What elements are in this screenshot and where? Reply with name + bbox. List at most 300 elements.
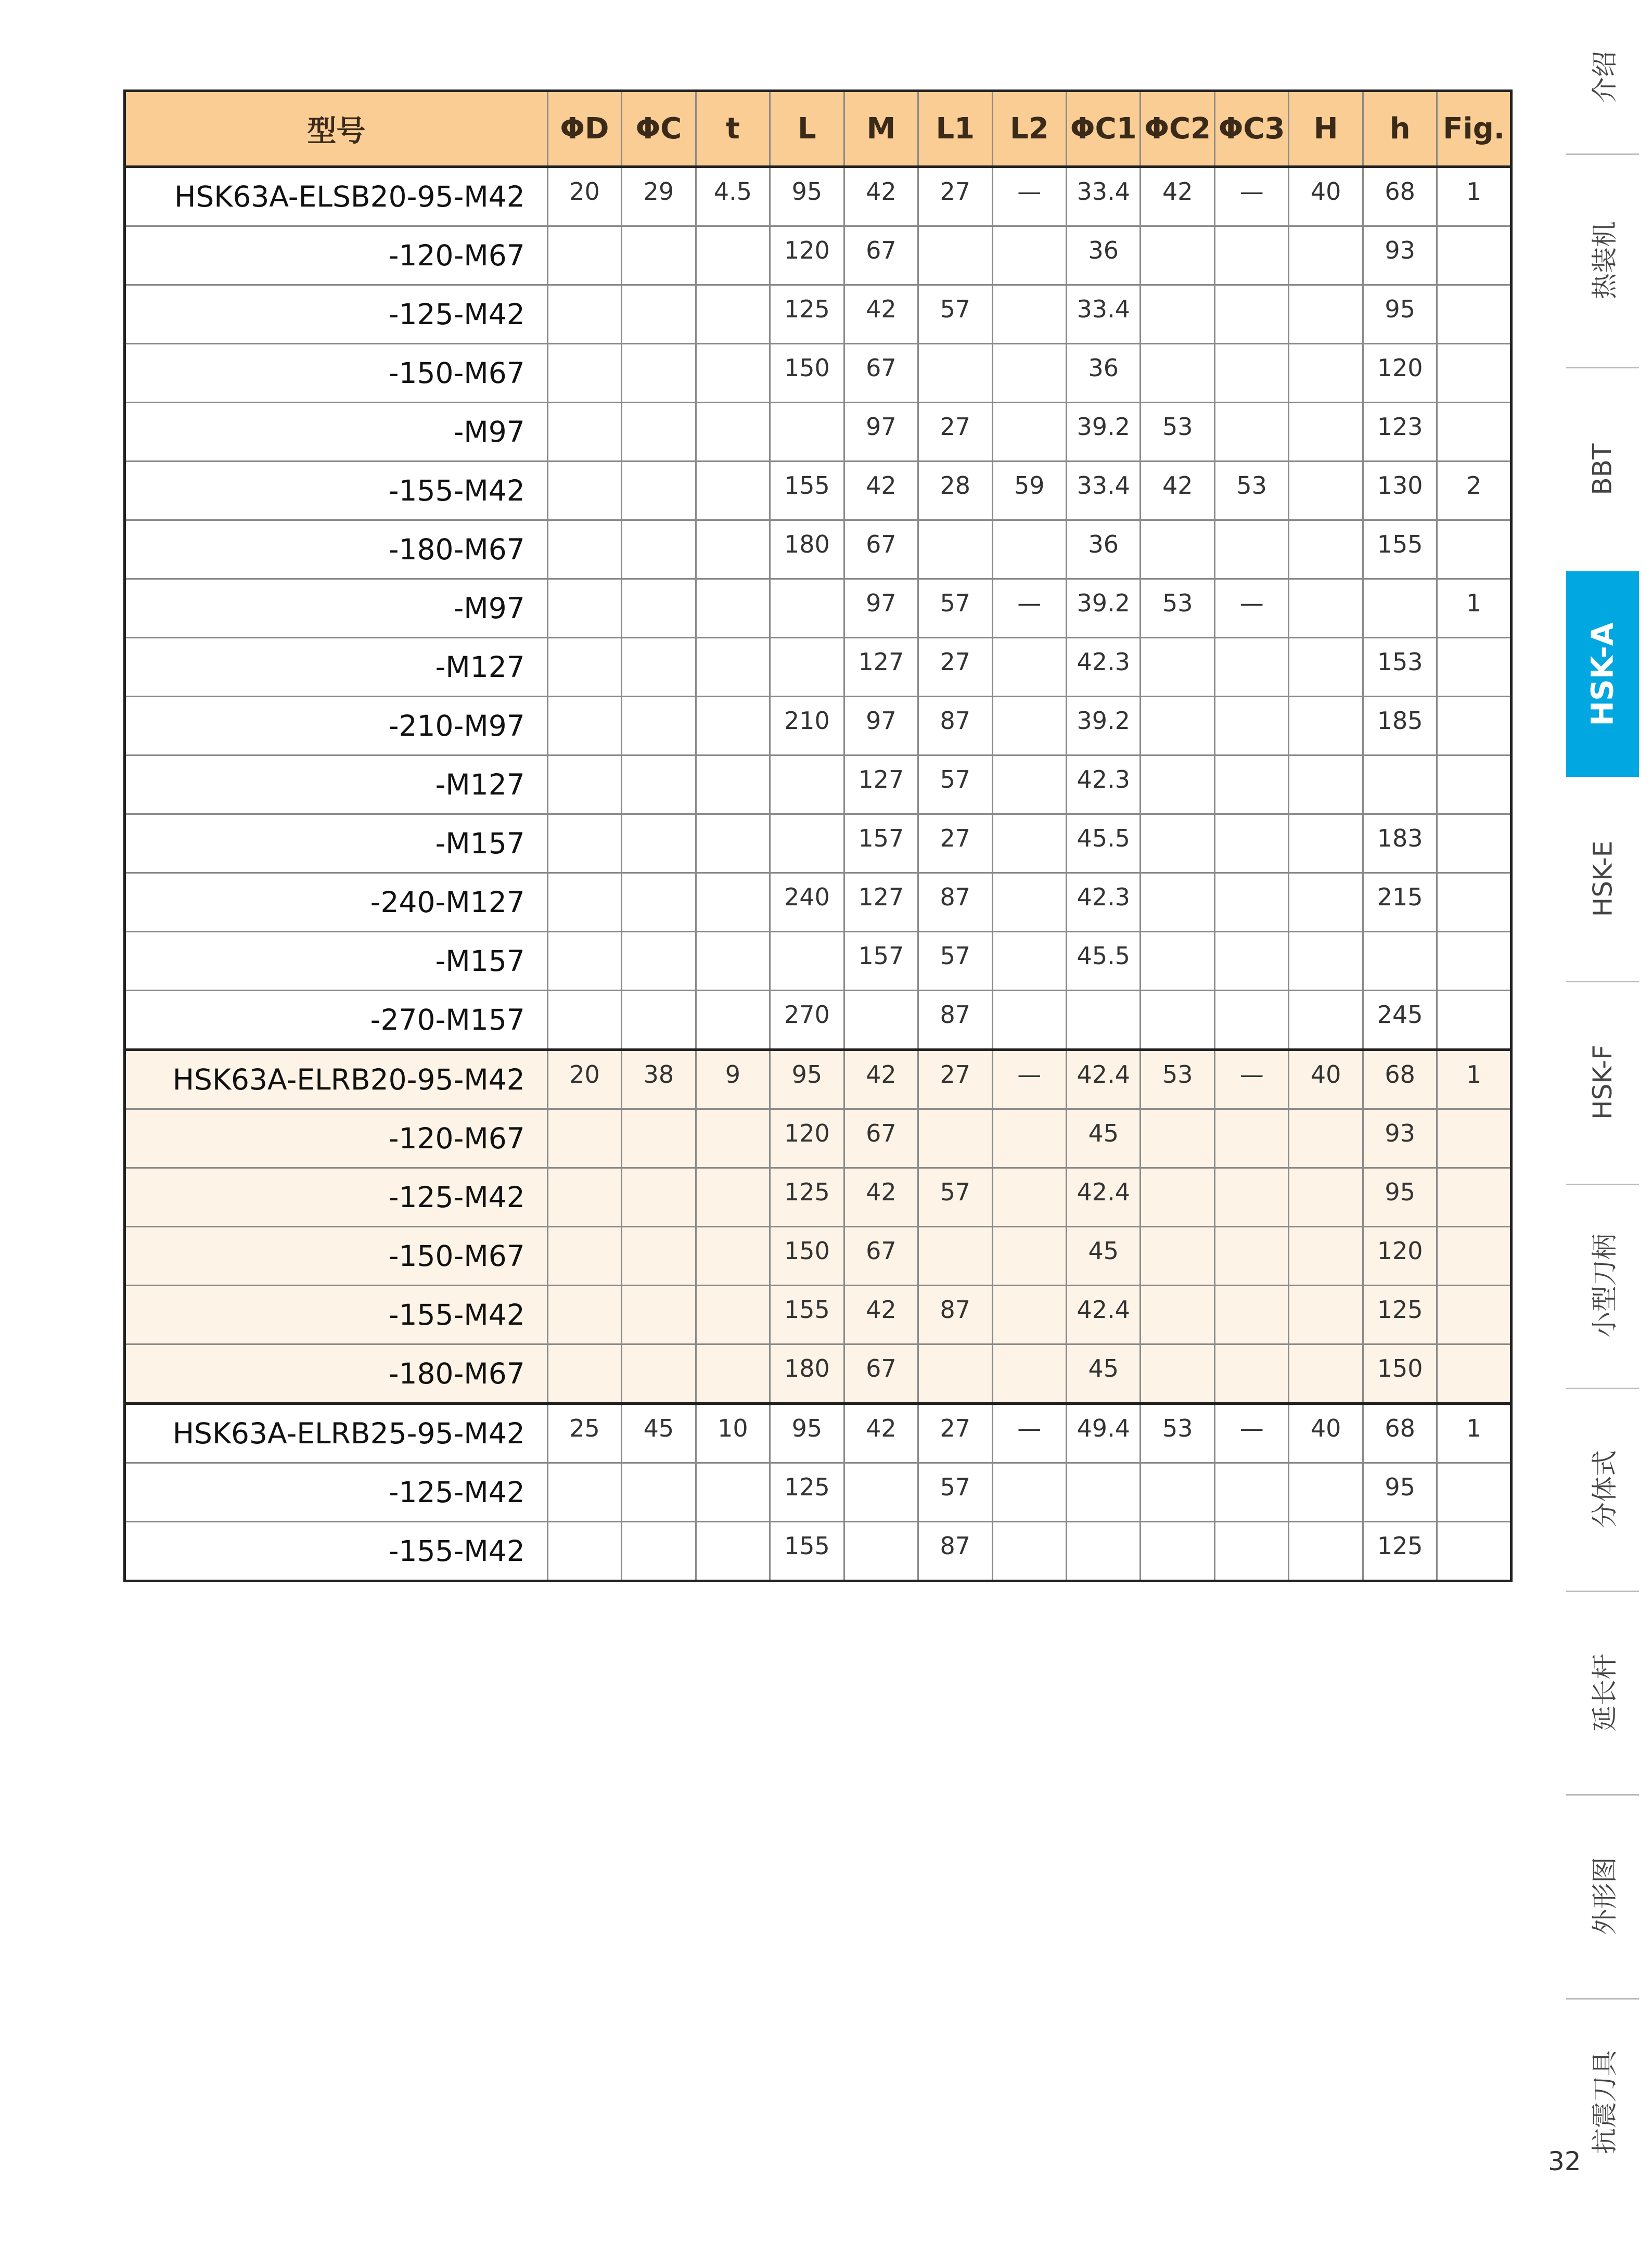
value-cell	[696, 1109, 770, 1168]
value-cell	[992, 1109, 1066, 1168]
value-cell	[622, 520, 696, 579]
value-cell	[992, 1227, 1066, 1286]
value-cell: 67	[844, 520, 918, 579]
value-cell: 49.4	[1067, 1404, 1141, 1463]
sidebar-item-label: 抗震刀具	[1590, 2050, 1620, 2154]
value-cell	[696, 1344, 770, 1404]
header-l1: L1	[918, 91, 992, 167]
model-cell: -155-M42	[125, 1286, 548, 1344]
value-cell	[547, 1522, 621, 1581]
value-cell: 53	[1141, 579, 1214, 638]
value-cell	[622, 932, 696, 991]
value-cell	[1141, 226, 1214, 285]
value-cell	[918, 344, 992, 403]
value-cell: 42.4	[1067, 1168, 1141, 1227]
header-phic3: ΦC3	[1214, 91, 1288, 167]
sidebar-item[interactable]	[1566, 367, 1639, 571]
sidebar-item[interactable]	[1566, 1388, 1639, 1591]
value-cell: 42	[844, 285, 918, 344]
value-cell	[1289, 1227, 1363, 1286]
header-h-lower: h	[1363, 91, 1437, 167]
value-cell	[622, 403, 696, 462]
value-cell	[1289, 579, 1363, 638]
value-cell	[622, 1168, 696, 1227]
value-cell	[622, 1344, 696, 1404]
value-cell	[622, 1463, 696, 1522]
value-cell	[1437, 226, 1512, 285]
value-cell: 36	[1067, 226, 1141, 285]
value-cell	[547, 520, 621, 579]
value-cell	[547, 579, 621, 638]
value-cell	[992, 1522, 1066, 1581]
value-cell: 67	[844, 226, 918, 285]
value-cell: —	[992, 579, 1066, 638]
value-cell	[547, 814, 621, 873]
model-cell: -M127	[125, 755, 548, 814]
value-cell	[622, 1227, 696, 1286]
value-cell	[696, 873, 770, 932]
header-fig: Fig.	[1437, 91, 1512, 167]
sidebar-divider	[1566, 153, 1639, 155]
value-cell: 155	[770, 1522, 844, 1581]
value-cell: 40	[1289, 1404, 1363, 1463]
value-cell: 42.4	[1067, 1286, 1141, 1344]
value-cell	[696, 226, 770, 285]
value-cell	[992, 1344, 1066, 1404]
value-cell: 42	[844, 1168, 918, 1227]
value-cell: 1	[1437, 1050, 1512, 1109]
value-cell: 97	[844, 697, 918, 755]
header-phid: ΦD	[547, 91, 621, 167]
value-cell: 185	[1363, 697, 1437, 755]
sidebar-item[interactable]	[1566, 1591, 1639, 1794]
model-cell: -180-M67	[125, 520, 548, 579]
model-cell: HSK63A-ELRB25-95-M42	[125, 1404, 548, 1463]
value-cell	[547, 462, 621, 520]
value-cell	[696, 1168, 770, 1227]
value-cell	[1141, 1344, 1214, 1404]
value-cell	[1289, 1344, 1363, 1404]
value-cell	[1214, 1227, 1288, 1286]
value-cell	[1437, 991, 1512, 1050]
value-cell	[992, 1168, 1066, 1227]
value-cell: 127	[844, 638, 918, 697]
value-cell	[1067, 1463, 1141, 1522]
value-cell	[1437, 755, 1512, 814]
value-cell: —	[992, 167, 1066, 226]
value-cell: 125	[1363, 1286, 1437, 1344]
model-cell: -M157	[125, 814, 548, 873]
value-cell: 33.4	[1067, 285, 1141, 344]
sidebar-divider	[1566, 981, 1639, 982]
value-cell	[622, 814, 696, 873]
sidebar-item[interactable]	[1566, 777, 1639, 981]
value-cell: —	[1214, 1050, 1288, 1109]
page-number: 32	[1548, 2146, 1581, 2176]
header-l: L	[770, 91, 844, 167]
value-cell: 215	[1363, 873, 1437, 932]
model-cell: -120-M67	[125, 1109, 548, 1168]
value-cell	[622, 1286, 696, 1344]
value-cell	[1289, 932, 1363, 991]
header-h-upper: H	[1289, 91, 1363, 167]
value-cell: 39.2	[1067, 579, 1141, 638]
value-cell: 87	[918, 697, 992, 755]
value-cell: 42	[1141, 167, 1214, 226]
table-row	[125, 1286, 1512, 1344]
header-model: 型号	[125, 91, 548, 167]
value-cell	[1289, 697, 1363, 755]
value-cell	[547, 1227, 621, 1286]
model-cell: -125-M42	[125, 1168, 548, 1227]
value-cell: 39.2	[1067, 697, 1141, 755]
value-cell	[992, 344, 1066, 403]
value-cell	[1141, 1286, 1214, 1344]
value-cell	[1141, 1522, 1214, 1581]
table-row	[125, 1344, 1512, 1404]
value-cell	[992, 638, 1066, 697]
table-row	[125, 520, 1512, 579]
model-cell: -125-M42	[125, 1463, 548, 1522]
value-cell	[696, 697, 770, 755]
sidebar-divider	[1566, 1998, 1639, 2000]
value-cell	[1141, 991, 1214, 1050]
value-cell: 42	[844, 167, 918, 226]
value-cell: 1	[1437, 167, 1512, 226]
value-cell: 40	[1289, 1050, 1363, 1109]
value-cell: 27	[918, 1050, 992, 1109]
value-cell	[1289, 1109, 1363, 1168]
sidebar-item[interactable]	[1566, 981, 1639, 1184]
table-row	[125, 285, 1512, 344]
value-cell: 27	[918, 638, 992, 697]
sidebar-item[interactable]	[1566, 153, 1639, 367]
value-cell	[547, 285, 621, 344]
value-cell: 150	[770, 1227, 844, 1286]
sidebar-item[interactable]	[1566, 0, 1639, 153]
model-cell: -270-M157	[125, 991, 548, 1050]
value-cell	[918, 1344, 992, 1404]
table-row	[125, 873, 1512, 932]
value-cell	[622, 1109, 696, 1168]
value-cell	[622, 697, 696, 755]
sidebar-item-label: 延长杆	[1590, 1653, 1620, 1732]
value-cell: —	[1214, 579, 1288, 638]
sidebar-item-label: 外形图	[1590, 1857, 1620, 1935]
value-cell	[1141, 932, 1214, 991]
value-cell	[770, 814, 844, 873]
value-cell	[1289, 991, 1363, 1050]
value-cell: 87	[918, 1522, 992, 1581]
value-cell	[918, 1227, 992, 1286]
value-cell	[1141, 814, 1214, 873]
value-cell	[1437, 1227, 1512, 1286]
model-cell: HSK63A-ELRB20-95-M42	[125, 1050, 548, 1109]
value-cell: —	[992, 1050, 1066, 1109]
value-cell	[1289, 1168, 1363, 1227]
sidebar-item-label: 热装机	[1590, 221, 1620, 299]
value-cell	[547, 1286, 621, 1344]
value-cell	[770, 579, 844, 638]
header-m: M	[844, 91, 918, 167]
value-cell: 95	[770, 167, 844, 226]
sidebar-item-label: HSK-F	[1587, 1045, 1618, 1120]
model-cell: -150-M67	[125, 1227, 548, 1286]
value-cell	[1289, 226, 1363, 285]
table-row	[125, 991, 1512, 1050]
value-cell	[844, 991, 918, 1050]
value-cell	[696, 344, 770, 403]
value-cell	[992, 755, 1066, 814]
value-cell: 180	[770, 520, 844, 579]
value-cell	[1214, 697, 1288, 755]
value-cell: 183	[1363, 814, 1437, 873]
value-cell	[622, 579, 696, 638]
value-cell: 45.5	[1067, 932, 1141, 991]
model-cell: -210-M97	[125, 697, 548, 755]
value-cell	[696, 638, 770, 697]
value-cell	[1437, 1168, 1512, 1227]
value-cell: 33.4	[1067, 462, 1141, 520]
value-cell	[992, 1463, 1066, 1522]
value-cell	[992, 226, 1066, 285]
value-cell: 39.2	[1067, 403, 1141, 462]
value-cell: 36	[1067, 344, 1141, 403]
model-cell: -150-M67	[125, 344, 548, 403]
value-cell: 123	[1363, 403, 1437, 462]
value-cell	[844, 1463, 918, 1522]
value-cell	[1437, 638, 1512, 697]
value-cell: 1	[1437, 1404, 1512, 1463]
table-row	[125, 697, 1512, 755]
sidebar-item-label: HSK-A	[1585, 622, 1620, 726]
value-cell: 42	[1141, 462, 1214, 520]
value-cell: 210	[770, 697, 844, 755]
header-phic2: ΦC2	[1141, 91, 1214, 167]
value-cell: 68	[1363, 167, 1437, 226]
model-cell: HSK63A-ELSB20-95-M42	[125, 167, 548, 226]
value-cell	[1437, 1463, 1512, 1522]
table-row	[125, 226, 1512, 285]
value-cell	[1141, 1109, 1214, 1168]
value-cell: 95	[1363, 1463, 1437, 1522]
table-row	[125, 579, 1512, 638]
value-cell: 127	[844, 755, 918, 814]
value-cell: 57	[918, 932, 992, 991]
value-cell	[547, 1109, 621, 1168]
table-row	[125, 344, 1512, 403]
value-cell: 97	[844, 403, 918, 462]
value-cell	[918, 520, 992, 579]
value-cell	[696, 991, 770, 1050]
value-cell: 125	[770, 1168, 844, 1227]
value-cell: 120	[770, 1109, 844, 1168]
value-cell	[1289, 755, 1363, 814]
table-row	[125, 755, 1512, 814]
value-cell: 45.5	[1067, 814, 1141, 873]
value-cell	[1363, 755, 1437, 814]
table-row	[125, 814, 1512, 873]
sidebar-item[interactable]	[1566, 1184, 1639, 1388]
value-cell: 153	[1363, 638, 1437, 697]
value-cell: 57	[918, 1463, 992, 1522]
value-cell	[1437, 520, 1512, 579]
value-cell	[1214, 1168, 1288, 1227]
value-cell: 155	[770, 1286, 844, 1344]
value-cell: 20	[547, 167, 621, 226]
value-cell: 20	[547, 1050, 621, 1109]
value-cell	[622, 638, 696, 697]
model-cell: -125-M42	[125, 285, 548, 344]
section-sidebar	[1566, 0, 1652, 2242]
value-cell	[1363, 579, 1437, 638]
value-cell	[1289, 462, 1363, 520]
value-cell	[547, 1168, 621, 1227]
value-cell	[696, 1522, 770, 1581]
value-cell: 150	[1363, 1344, 1437, 1404]
value-cell: 53	[1141, 1404, 1214, 1463]
value-cell	[1214, 991, 1288, 1050]
value-cell	[770, 932, 844, 991]
value-cell: 127	[844, 873, 918, 932]
table-body	[125, 167, 1512, 1581]
value-cell: 45	[1067, 1109, 1141, 1168]
value-cell: 45	[1067, 1227, 1141, 1286]
value-cell: 87	[918, 991, 992, 1050]
value-cell	[770, 638, 844, 697]
model-cell: -M97	[125, 579, 548, 638]
value-cell: 95	[770, 1404, 844, 1463]
value-cell	[696, 520, 770, 579]
value-cell	[1437, 697, 1512, 755]
value-cell: 87	[918, 1286, 992, 1344]
sidebar-divider	[1566, 1184, 1639, 1185]
value-cell	[1437, 932, 1512, 991]
value-cell: 120	[770, 226, 844, 285]
value-cell	[547, 755, 621, 814]
value-cell: 27	[918, 1404, 992, 1463]
value-cell	[1141, 873, 1214, 932]
value-cell: 95	[1363, 285, 1437, 344]
value-cell: 40	[1289, 167, 1363, 226]
sidebar-item[interactable]	[1566, 571, 1639, 777]
table-row	[125, 1109, 1512, 1168]
table-row	[125, 1404, 1512, 1463]
value-cell	[696, 579, 770, 638]
value-cell: 10	[696, 1404, 770, 1463]
value-cell: 120	[1363, 1227, 1437, 1286]
table-row	[125, 932, 1512, 991]
model-cell: -155-M42	[125, 462, 548, 520]
value-cell	[770, 403, 844, 462]
value-cell	[547, 344, 621, 403]
model-cell: -M97	[125, 403, 548, 462]
value-cell: 155	[770, 462, 844, 520]
value-cell: 95	[770, 1050, 844, 1109]
value-cell	[1141, 285, 1214, 344]
sidebar-item-label: 分体式	[1590, 1450, 1620, 1528]
value-cell: —	[1214, 167, 1288, 226]
value-cell	[1437, 873, 1512, 932]
value-cell	[1437, 285, 1512, 344]
value-cell	[1214, 1344, 1288, 1404]
value-cell	[696, 1286, 770, 1344]
value-cell	[1289, 638, 1363, 697]
header-l2: L2	[992, 91, 1066, 167]
value-cell: 120	[1363, 344, 1437, 403]
value-cell	[1141, 1227, 1214, 1286]
value-cell	[918, 1109, 992, 1168]
value-cell	[547, 638, 621, 697]
value-cell: 180	[770, 1344, 844, 1404]
value-cell	[547, 1463, 621, 1522]
value-cell: 67	[844, 1227, 918, 1286]
value-cell: 125	[1363, 1522, 1437, 1581]
value-cell: 42.3	[1067, 638, 1141, 697]
value-cell	[1214, 344, 1288, 403]
value-cell	[1141, 638, 1214, 697]
value-cell	[1214, 403, 1288, 462]
value-cell	[770, 755, 844, 814]
value-cell: 87	[918, 873, 992, 932]
value-cell	[992, 697, 1066, 755]
value-cell: 4.5	[696, 167, 770, 226]
value-cell	[992, 991, 1066, 1050]
sidebar-item-label: BBT	[1587, 443, 1618, 495]
table-row	[125, 1463, 1512, 1522]
header-phic1: ΦC1	[1067, 91, 1141, 167]
value-cell: 2	[1437, 462, 1512, 520]
value-cell	[1141, 1463, 1214, 1522]
value-cell	[1214, 638, 1288, 697]
sidebar-item[interactable]	[1566, 1794, 1639, 1998]
value-cell	[918, 226, 992, 285]
value-cell: —	[992, 1404, 1066, 1463]
sidebar-divider	[1566, 1794, 1639, 1796]
value-cell	[1437, 344, 1512, 403]
table-row	[125, 638, 1512, 697]
value-cell: 130	[1363, 462, 1437, 520]
value-cell: 28	[918, 462, 992, 520]
value-cell	[1437, 1522, 1512, 1581]
value-cell	[622, 285, 696, 344]
value-cell	[1289, 403, 1363, 462]
value-cell	[1289, 814, 1363, 873]
model-cell: -240-M127	[125, 873, 548, 932]
table-row	[125, 403, 1512, 462]
value-cell	[844, 1522, 918, 1581]
value-cell: 36	[1067, 520, 1141, 579]
model-cell: -M127	[125, 638, 548, 697]
sidebar-divider	[1566, 1591, 1639, 1592]
value-cell: 125	[770, 285, 844, 344]
value-cell: 97	[844, 579, 918, 638]
model-cell: -M157	[125, 932, 548, 991]
sidebar-item-label: 介绍	[1590, 50, 1620, 103]
value-cell	[1214, 1522, 1288, 1581]
header-t: t	[696, 91, 770, 167]
value-cell	[547, 403, 621, 462]
value-cell: 125	[770, 1463, 844, 1522]
value-cell	[992, 1286, 1066, 1344]
value-cell	[992, 932, 1066, 991]
value-cell	[992, 873, 1066, 932]
value-cell	[696, 285, 770, 344]
value-cell: 42.3	[1067, 873, 1141, 932]
model-cell: -155-M42	[125, 1522, 548, 1581]
table-row	[125, 1522, 1512, 1581]
value-cell	[1289, 873, 1363, 932]
